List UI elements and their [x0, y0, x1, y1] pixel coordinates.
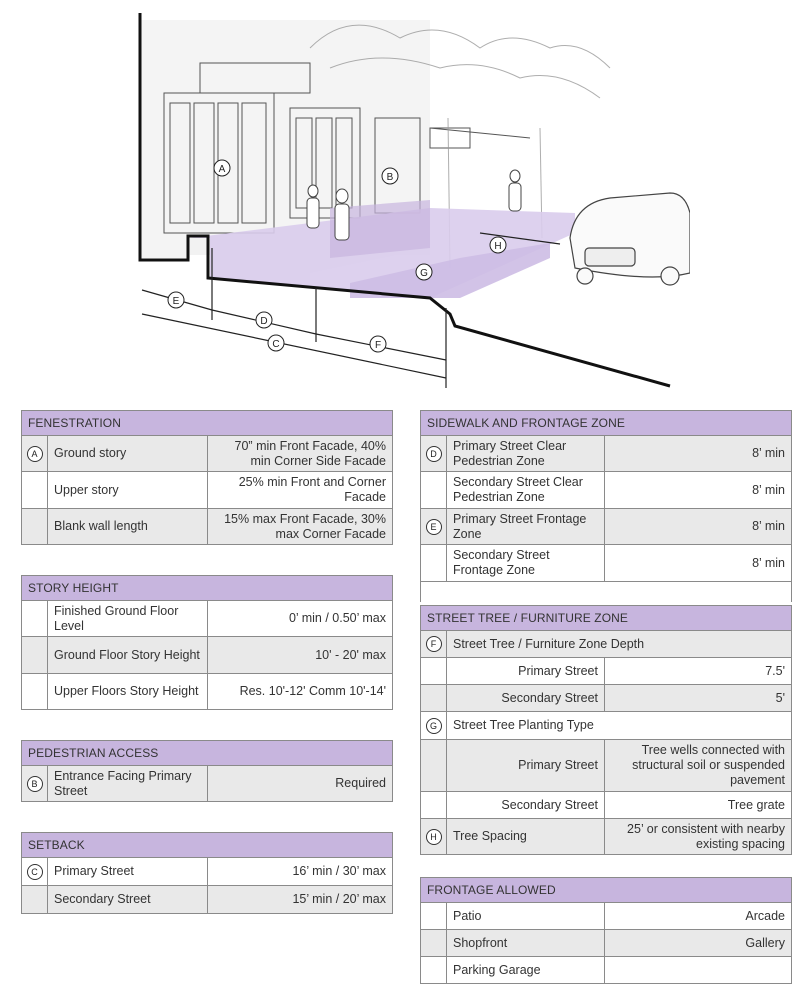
section-title: STORY HEIGHT [22, 576, 393, 601]
row-value: 70” min Front Facade, 40% min Corner Side Facade [208, 436, 393, 472]
section-title: FENESTRATION [22, 411, 393, 436]
svg-text:G: G [420, 268, 428, 279]
row-label: Secondary Street [48, 886, 208, 914]
svg-text:B: B [386, 172, 394, 183]
row-value: 7.5' [605, 658, 792, 685]
row-label: Upper story [48, 472, 208, 509]
callout-b [382, 168, 398, 184]
row-value: 5' [605, 685, 792, 712]
row-label: Street Tree / Furniture Zone Depth [447, 631, 792, 658]
fenestration-table [21, 410, 393, 545]
row-value: 10' - 20' max [208, 637, 393, 674]
callout-e-icon: E [426, 519, 442, 535]
row-value: 25% min Front and Corner Facade [208, 472, 393, 509]
row-label: Primary Street [447, 658, 605, 685]
setback-table [21, 832, 393, 914]
callout-b-icon: B [27, 776, 43, 792]
callout-f-icon: F [426, 636, 442, 652]
story-height-table [21, 575, 393, 710]
callout-g-icon: G [426, 718, 442, 734]
svg-text:E: E [172, 296, 180, 307]
sidewalk-frontage-table [420, 410, 792, 602]
callout-f [370, 336, 386, 352]
callout-a [214, 160, 230, 176]
row-label: Tree Spacing [447, 819, 605, 855]
callout-g [416, 264, 432, 280]
row-value: 15’ min / 20’ max [208, 886, 393, 914]
row-label: Ground story [48, 436, 208, 472]
row-value: 8’ min [605, 545, 792, 582]
row-label: Secondary Street [447, 685, 605, 712]
section-title: SETBACK [22, 833, 393, 858]
svg-text:H: H [494, 241, 502, 252]
row-value: Required [208, 766, 393, 802]
row-label: Blank wall length [48, 509, 208, 545]
svg-text:F: F [374, 340, 382, 351]
svg-text:A: A [218, 164, 226, 175]
callout-h [490, 237, 506, 253]
frontage-allowed-table [420, 877, 792, 984]
row-value: 25’ or consistent with nearby existing spacing [605, 819, 792, 855]
callout-h-icon: H [426, 829, 442, 845]
callout-e [168, 292, 184, 308]
frontage-type: Parking Garage [447, 957, 605, 984]
frontage-type: Patio [447, 903, 605, 930]
callout-d-icon: D [426, 446, 442, 462]
frontage-type: Shopfront [447, 930, 605, 957]
section-title: PEDESTRIAN ACCESS [22, 741, 393, 766]
row-value: 8’ min [605, 436, 792, 472]
row-label: Ground Floor Story Height [48, 637, 208, 674]
row-value: 15% max Front Facade, 30% max Corner Facade [208, 509, 393, 545]
svg-text:C: C [272, 339, 280, 350]
row-label: Street Tree Planting Type [447, 712, 792, 740]
row-value: 8’ min [605, 472, 792, 509]
row-label: Upper Floors Story Height [48, 674, 208, 710]
row-value: Res. 10'-12' Comm 10'-14' [208, 674, 393, 710]
row-label: Finished Ground Floor Level [48, 601, 208, 637]
row-value: Tree wells connected with structural soil or suspended pavement [605, 740, 792, 792]
callout-c [268, 335, 284, 351]
frontage-type: Arcade [605, 903, 792, 930]
section-title: STREET TREE / FURNITURE ZONE [421, 606, 792, 631]
row-label: Primary Street [48, 858, 208, 886]
row-value: Tree grate [605, 792, 792, 819]
frontage-type [605, 957, 792, 984]
row-value: 16’ min / 30’ max [208, 858, 393, 886]
row-value: 0’ min / 0.50’ max [208, 601, 393, 637]
row-value: 8’ min [605, 509, 792, 545]
callout-a-icon: A [27, 446, 43, 462]
row-label: Secondary Street Frontage Zone [447, 545, 605, 582]
pedestrian-access-table [21, 740, 393, 802]
row-label: Primary Street Clear Pedestrian Zone [447, 436, 605, 472]
callout-d [256, 312, 272, 328]
section-title: SIDEWALK AND FRONTAGE ZONE [421, 411, 792, 436]
callout-c-icon: C [27, 864, 43, 880]
frontage-type: Gallery [605, 930, 792, 957]
streetscape-illustration [130, 8, 690, 392]
row-label: Secondary Street Clear Pedestrian Zone [447, 472, 605, 509]
section-title: FRONTAGE ALLOWED [421, 878, 792, 903]
row-label: Entrance Facing Primary Street [48, 766, 208, 802]
row-label: Secondary Street [447, 792, 605, 819]
row-label: Primary Street [447, 740, 605, 792]
row-label: Primary Street Frontage Zone [447, 509, 605, 545]
street-tree-table [420, 605, 792, 855]
svg-text:D: D [260, 316, 268, 327]
